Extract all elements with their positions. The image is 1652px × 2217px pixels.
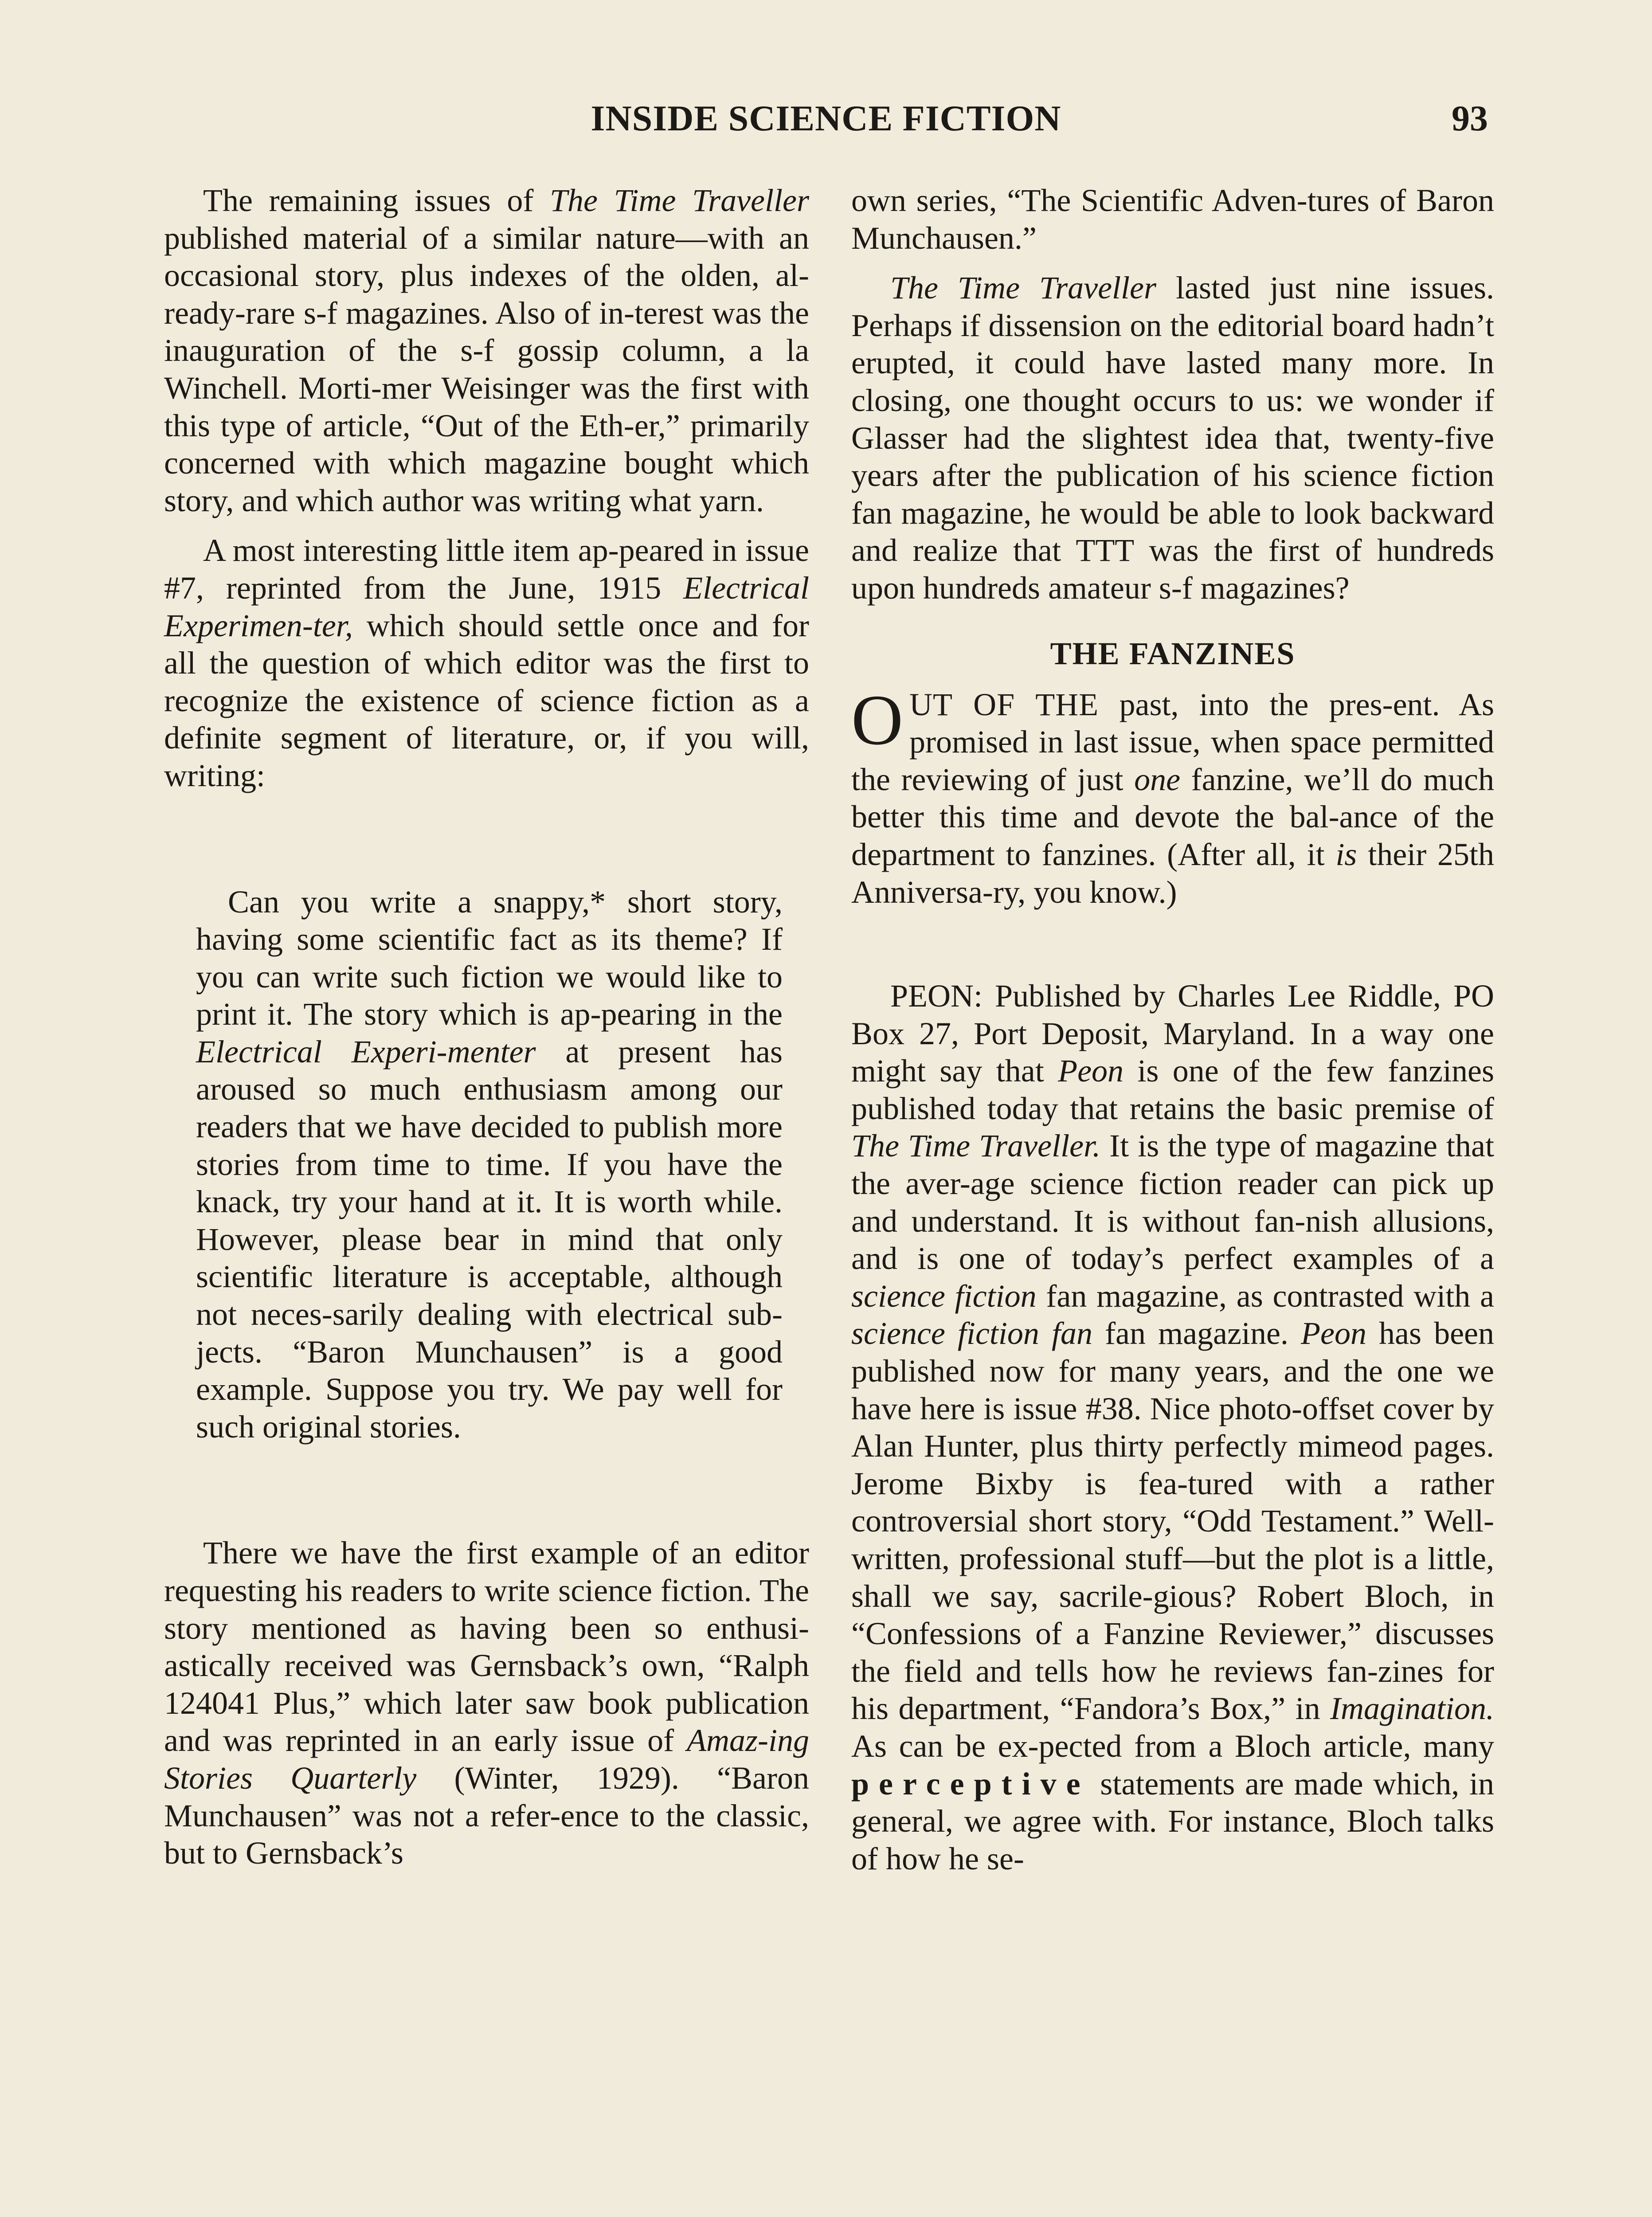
right-column [851,182,1494,1877]
right-paragraph-3: OUT OF THE past, into the pres-ent. As promised in last issue, when space permitted the reviewing of just one fanzine, we’ll do much better this time and devote the bal-ance of the department to fanzines. (After all, it is their 25th Anniversa-ry, you know.) [851,680,1495,910]
right-paragraph-1: own series, “The Scientific Adven-tures of Baron Munchausen.” [851,183,1494,256]
block-quote: Can you write a snappy,* short story, having some scientific fact as its theme? If you can write such fiction we would like to print it. The story which is ap-pearing in the Electrical Experi-menter at present has aroused so much enthusiasm among our readers that we have decided to publish more stories from time to time. If you have the knack, try your hand at it. It is worth while. However, please bear in mind that only scientific literature is acceptable, although not neces-sarily dealing with electrical sub-jects. “Baron Munchausen” is a good example. Suppose you try. We pay well for such original stories. [196,884,783,1445]
right-paragraph-4: PEON: Published by Charles Lee Riddle, PO Box 27, Port Deposit, Maryland. In a way one might say that Peon is one of the few fanzines published today that retains the basic premise of The Time Traveller. It is the type of magazine that the aver-age science fiction reader can pick up and understand. It is without fan-nish allusions, and is one of today’s perfect examples of a science fiction fan magazine, as contrasted with a science fiction fan fan magazine. Peon has been published now for many years, and the one we have here is issue #38. Nice photo-offset cover by Alan Hunter, plus thirty perfectly mimeod pages. Jerome Bixby is fea-tured with a rather controversial short story, “Odd Testament.” Well-written, professional stuff—but the plot is a little, shall we say, sacrile-gious? Robert Bloch, in “Confessions of a Fanzine Reviewer,” discusses the field and tells how he reviews fan-zines for his department, “Fandora’s Box,” in Imagination. As can be ex-pected from a Bloch article, many perceptive statements are made which, in general, we agree with. For instance, Bloch talks of how he se- [851,978,1495,1876]
right-paragraph-2: The Time Traveller lasted just nine issues. Perhaps if dissension on the editorial board hadn’t erupted, it could have lasted many more. In closing, one thought occurs to us: we wonder if Glasser had the slightest idea that, twenty-five years after the publication of his science fiction fan magazine, he would be able to look backward and realize that TTT was the first of hundreds upon hundreds amateur s-f magazines? [851,270,1495,606]
drop-cap: O [851,680,903,760]
left-paragraph-3: There we have the first example of an editor requesting his readers to write science fiction. The story mentioned as having been so enthusi-astically received was Gernsback’s own, “Ralph 124041 Plus,” which later saw book publication and was reprinted in an early issue of Amaz-ing Stories Quarterly (Winter, 1929). “Baron Munchausen” was not a refer-ence to the classic, but to Gernsback’s [164,1535,809,1871]
left-paragraph-1: The remaining issues of The Time Traveller published material of a similar nature—with an occasional story, plus indexes of the olden, al-ready-rare s-f magazines. Also of in-terest was the inauguration of the s-f gossip column, a la Winchell. Morti-mer Weisinger was the first with this type of article, “Out of the Eth-er,” primarily concerned with which magazine bought which story, and which author was writing what yarn. [164,183,809,518]
page-number: 93 [1452,98,1488,138]
left-column [164,182,809,1872]
running-title: INSIDE SCIENCE FICTION [591,98,1061,138]
running-header [0,94,1652,143]
section-heading: THE FANZINES [1050,635,1296,671]
left-paragraph-2: A most interesting little item ap-peared in issue #7, reprinted from the June, 1915 Electrical Experimen-ter, which should settle once and for all the question of which editor was the first to recognize the existence of science fiction as a definite segment of literature, or, if you will, writing: [164,533,809,793]
